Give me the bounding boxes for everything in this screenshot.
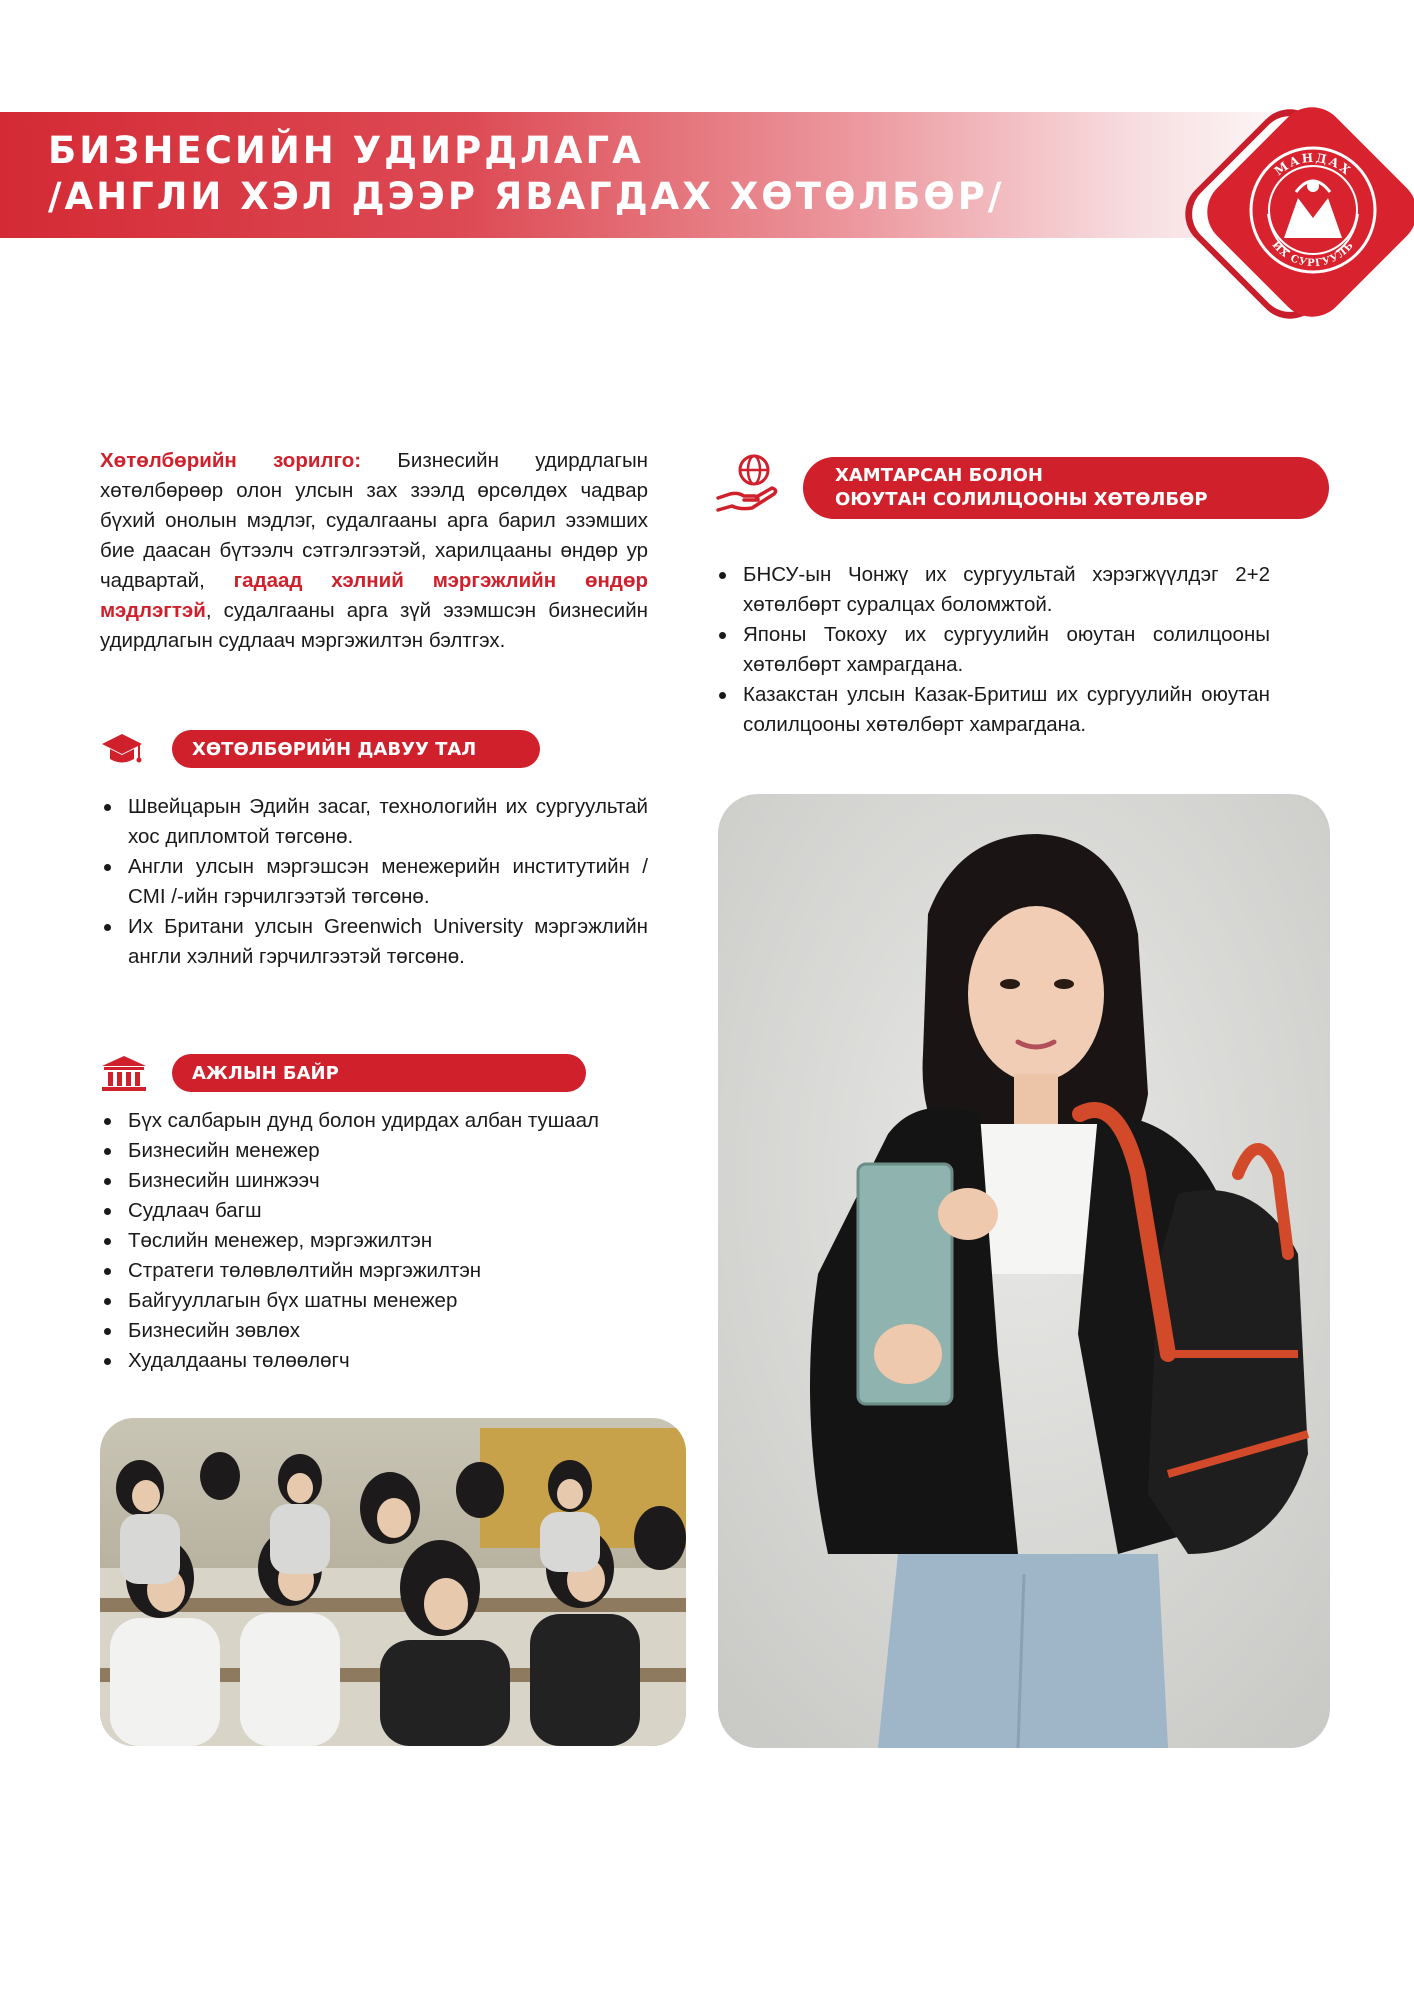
globe-in-hand-icon bbox=[714, 452, 780, 518]
exchange-title-line2: ОЮУТАН СОЛИЛЦООНЫ ХӨТӨЛБӨР bbox=[835, 489, 1208, 510]
list-item: Их Британи улсын Greenwich University мэргэжлийн англи хэлний гэрчилгээтэй төгсөнө. bbox=[100, 912, 648, 972]
classroom-image bbox=[100, 1418, 686, 1746]
page-title-line2: /АНГЛИ ХЭЛ ДЭЭР ЯВАГДАХ ХӨТӨЛБӨР/ bbox=[48, 175, 1005, 218]
list-item: Англи улсын мэргэшсэн менежерийн институтийн / CMI /-ийн гэрчилгээтэй төгсөнө. bbox=[100, 852, 648, 912]
list-item: Байгууллагын бүх шатны менежер bbox=[100, 1286, 720, 1316]
jobs-header bbox=[100, 1054, 586, 1092]
list-item: Бизнесийн шинжээч bbox=[100, 1166, 720, 1196]
list-item: Швейцарын Эдийн засаг, технологийн их сургуультай хос дипломтой төгсөнө. bbox=[100, 792, 648, 852]
graduation-cap-icon bbox=[100, 730, 144, 770]
program-goal bbox=[100, 446, 648, 656]
list-item: Худалдааны төлөөлөгч bbox=[100, 1346, 720, 1376]
jobs-title: АЖЛЫН БАЙР bbox=[172, 1054, 586, 1092]
advantages-header bbox=[100, 730, 540, 768]
student-image bbox=[718, 794, 1330, 1748]
classroom-photo bbox=[100, 1418, 686, 1746]
advantages-list bbox=[100, 792, 648, 972]
goal-highlight: гадаад хэлний мэргэжлийн өндөр мэдлэгтэй bbox=[100, 569, 648, 622]
exchange-list bbox=[715, 560, 1270, 740]
list-item: Казакстан улсын Казак-Бритиш их сургуулийн оюутан солилцооны хөтөлбөрт хамрагдана. bbox=[715, 680, 1270, 740]
exchange-title bbox=[803, 457, 1329, 519]
logo-year: 1992 bbox=[1300, 243, 1326, 253]
list-item: Судлаач багш bbox=[100, 1196, 720, 1226]
goal-label: Хөтөлбөрийн зорилго: bbox=[100, 449, 362, 472]
student-photo bbox=[718, 794, 1330, 1748]
logo-top-text: МАНДАХ bbox=[1271, 150, 1355, 179]
jobs-list bbox=[100, 1106, 720, 1376]
page-title bbox=[48, 128, 1148, 220]
logo-bottom-text: ИХ СУРГУУЛЬ bbox=[1269, 239, 1357, 270]
list-item: Стратеги төлөвлөлтийн мэргэжилтэн bbox=[100, 1256, 720, 1286]
goal-text-2: , судалгааны арга зүй эзэмшсэн бизнесийн удирдлагын судлаач мэргэжилтэн бэлтгэх. bbox=[100, 599, 648, 652]
institution-building-icon bbox=[100, 1054, 148, 1094]
university-seal-icon bbox=[1168, 90, 1414, 360]
page-title-line1: БИЗНЕСИЙН УДИРДЛАГА bbox=[48, 129, 644, 172]
list-item: Японы Токоху их сургуулийн оюутан солилцооны хөтөлбөрт хамрагдана. bbox=[715, 620, 1270, 680]
list-item: БНСУ-ын Чонжү их сургуультай хэрэгжүүлдэг 2+2 хөтөлбөрт суралцах боломжтой. bbox=[715, 560, 1270, 620]
exchange-title-line1: ХАМТАРСАН БОЛОН bbox=[835, 465, 1043, 486]
advantages-title: ХӨТӨЛБӨРИЙН ДАВУУ ТАЛ bbox=[172, 730, 540, 768]
list-item: Бүх салбарын дунд болон удирдах албан тушаал bbox=[100, 1106, 720, 1136]
list-item: Төслийн менежер, мэргэжилтэн bbox=[100, 1226, 720, 1256]
list-item: Бизнесийн зөвлөх bbox=[100, 1316, 720, 1346]
university-logo bbox=[1168, 90, 1414, 360]
list-item: Бизнесийн менежер bbox=[100, 1136, 720, 1166]
goal-text-1: Бизнесийн удирдлагын хөтөлбөрөөр олон улсын зах зээлд өрсөлдөх чадвар бүхий онолын мэдлэг, судалгааны арга барил эзэмших бие даасан бүтээлч сэтгэлгээтэй, харилцааны өндөр ур чадвартай, bbox=[100, 449, 648, 592]
